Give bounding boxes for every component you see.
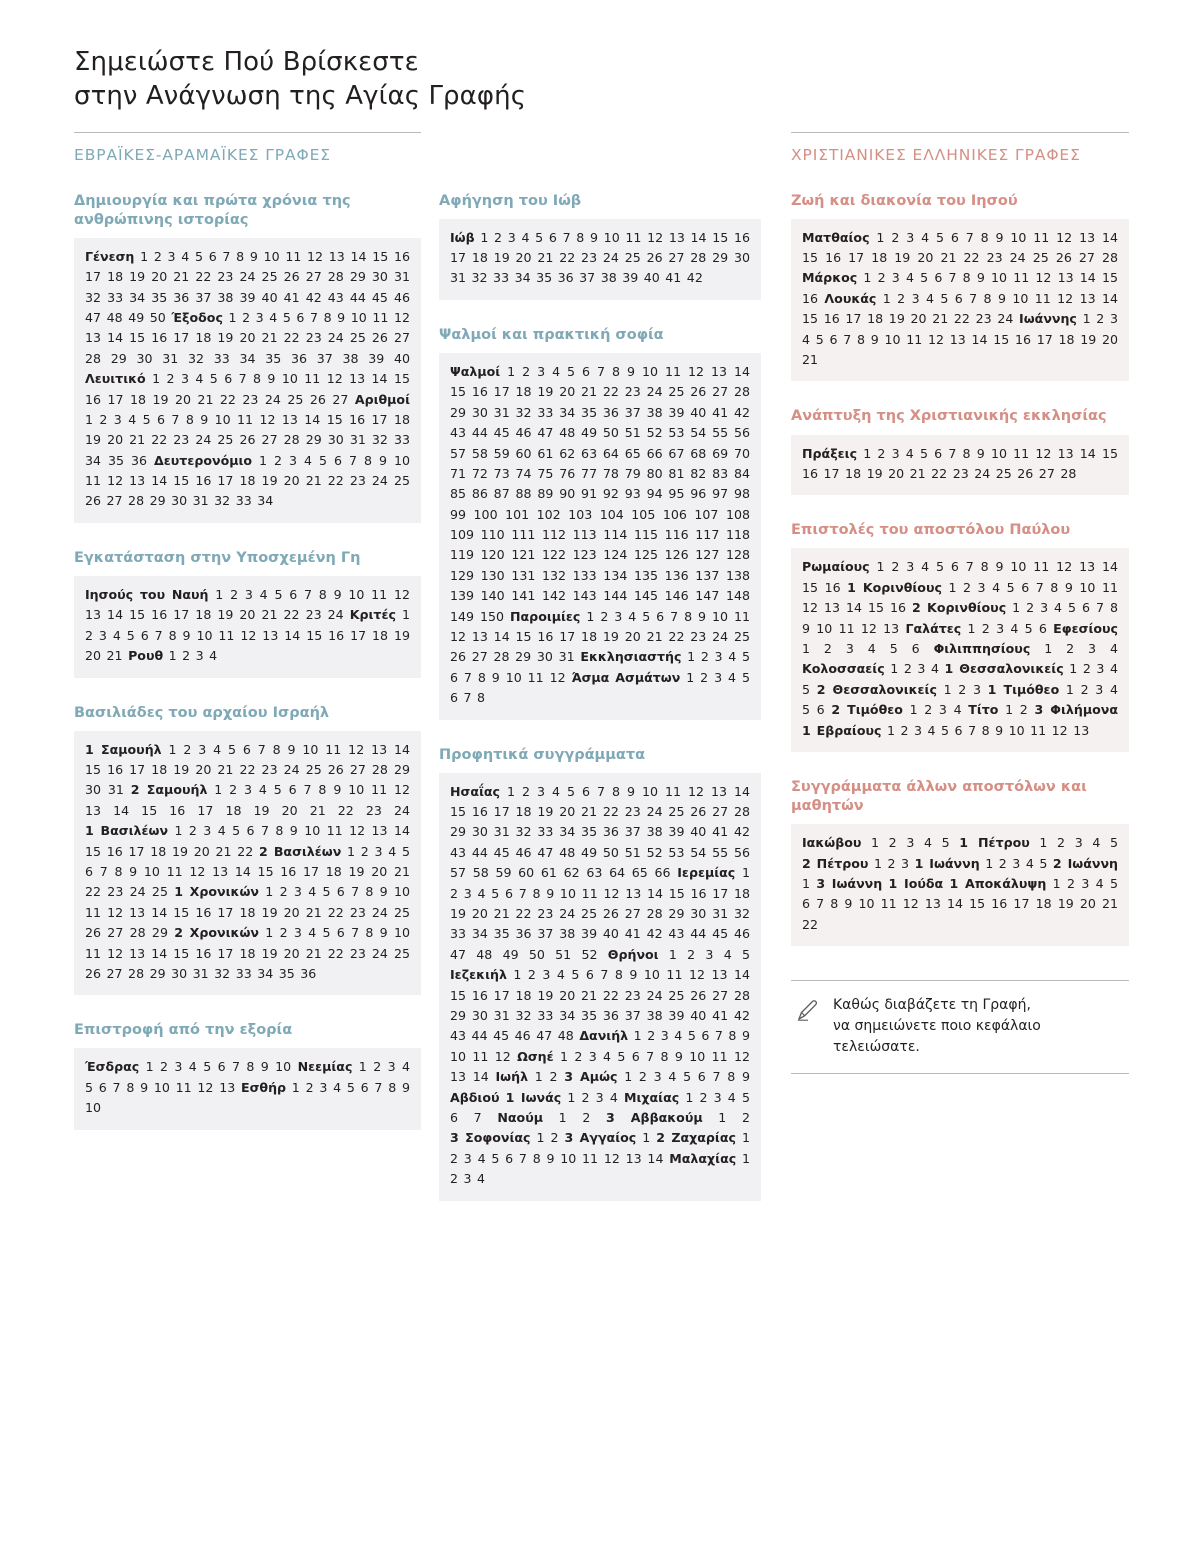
group-paul — [791, 521, 1129, 752]
group-title-promised-land-line-2: Υποσχεμένη Γη — [236, 549, 361, 566]
group-promised-land — [74, 549, 421, 678]
group-title-psalms — [439, 326, 761, 345]
group-title-job — [439, 192, 761, 211]
section-heading-greek-line-2: ΓΡΑΦΕΣ — [1015, 145, 1081, 164]
chapter-list-paul[interactable]: Ρωμαίους 1 2 3 4 5 6 7 8 9 10 11 12 13 14 15 16 1 Κορινθίους 1 2 3 4 5 6 7 8 9 10 11 12 13 14 15 16 2 Κορινθίους 1 2 3 4 5 6 7 8 9 10 11 12 13 Γαλάτες 1 2 3 4 5 6 Εφεσίους 1 2 3 4 5 6 Φιλιππησίους 1 2 3 4 Κολοσσαείς 1 2 3 4 1 Θεσσαλονικείς 1 2 3 4 5 2 Θεσσαλονικείς 1 2 3 1 Τιμόθεο 1 2 3 4 5 6 2 Τιμόθεο 1 2 3 4 Τίτο 1 2 3 Φιλήμονα 1 Εβραίους 1 2 3 4 5 6 7 8 9 10 11 12 13 — [791, 548, 1129, 752]
group-prophets — [439, 746, 761, 1201]
section-heading-greek — [791, 145, 1129, 166]
group-title-paul-line-2: του αποστόλου Παύλου — [879, 522, 1071, 539]
group-title-return-line-1: Επιστροφή από την εξορία — [74, 1022, 293, 1039]
group-title-others-line-1: Συγγράμματα άλλων — [791, 778, 958, 795]
group-title-kings-line-1: Βασιλιάδες του αρχαίου Ισραήλ — [74, 704, 330, 721]
divider-hebrew — [74, 132, 421, 133]
group-title-creation-line-2: της ανθρώπινης ιστορίας — [74, 192, 351, 228]
group-others — [791, 778, 1129, 946]
column-left — [74, 132, 439, 1156]
section-heading-hebrew — [74, 145, 421, 166]
chapter-list-creation[interactable]: Γένεση 1 2 3 4 5 6 7 8 9 10 11 12 13 14 15 16 17 18 19 20 21 22 23 24 25 26 27 28 29 30 31 32 33 34 35 36 37 38 39 40 41 42 43 44 45 46 47 48 49 50 Έξοδος 1 2 3 4 5 6 7 8 9 10 11 12 13 14 15 16 17 18 19 20 21 22 23 24 25 26 27 28 29 30 31 32 33 34 35 36 37 38 39 40 Λευιτικό 1 2 3 4 5 6 7 8 9 10 11 12 13 14 15 16 17 18 19 20 21 22 23 24 25 26 27 Αριθμοί 1 2 3 4 5 6 7 8 9 10 11 12 13 14 15 16 17 18 19 20 21 22 23 24 25 26 27 28 29 30 31 32 33 34 35 36 Δευτερονόμιο 1 2 3 4 5 6 7 8 9 10 11 12 13 14 15 16 17 18 19 20 21 22 23 24 25 26 27 28 29 30 31 32 33 34 — [74, 238, 421, 523]
group-jesus — [791, 192, 1129, 382]
chapter-list-prophets[interactable]: Ησαΐας 1 2 3 4 5 6 7 8 9 10 11 12 13 14 15 16 17 18 19 20 21 22 23 24 25 26 27 28 29 30 31 32 33 34 35 36 37 38 39 40 41 42 43 44 45 46 47 48 49 50 51 52 53 54 55 56 57 58 59 60 61 62 63 64 65 66 Ιερεμίας 1 2 3 4 5 6 7 8 9 10 11 12 13 14 15 16 17 18 19 20 21 22 23 24 25 26 27 28 29 30 31 32 33 34 35 36 37 38 39 40 41 42 43 44 45 46 47 48 49 50 51 52 Θρήνοι 1 2 3 4 5 Ιεζεκιήλ 1 2 3 4 5 6 7 8 9 10 11 12 13 14 15 16 17 18 19 20 21 22 23 24 25 26 27 28 29 30 31 32 33 34 35 36 37 38 39 40 41 42 43 44 45 46 47 48 Δανιήλ 1 2 3 4 5 6 7 8 9 10 11 12 Ωσηέ 1 2 3 4 5 6 7 8 9 10 11 12 13 14 Ιωήλ 1 2 3 Αμώς 1 2 3 4 5 6 7 8 9 Αβδιού 1 Ιωνάς 1 2 3 4 Μιχαίας 1 2 3 4 5 6 7 Ναούμ 1 2 3 Αββακούμ 1 2 3 Σοφονίας 1 2 3 Αγγαίος 1 2 Ζαχαρίας 1 2 3 4 5 6 7 8 9 10 11 12 13 14 Μαλαχίας 1 2 3 4 — [439, 773, 761, 1201]
group-title-others-line-2: αποστόλων και μαθητών — [791, 778, 1087, 815]
group-title-job-line-1: Αφήγηση του Ιώβ — [439, 192, 582, 209]
group-title-promised-land-line-1: Εγκατάσταση στην — [74, 549, 232, 566]
page-title-line-1: Σημειώστε Πού Βρίσκεστε — [74, 47, 419, 77]
group-title-return — [74, 1021, 421, 1040]
section-heading-greek-line-1: ΧΡΙΣΤΙΑΝΙΚΕΣ ΕΛΛΗΝΙΚΕΣ — [791, 145, 1010, 164]
group-job — [439, 192, 761, 300]
page-title — [74, 46, 1138, 114]
column-middle — [439, 132, 779, 1227]
group-kings — [74, 704, 421, 996]
group-return — [74, 1021, 421, 1129]
reading-note — [791, 980, 1129, 1074]
group-title-church-line-2: εκκλησίας — [1022, 408, 1107, 425]
chapter-list-return[interactable]: Έσδρας 1 2 3 4 5 6 7 8 9 10 Νεεμίας 1 2 3 4 5 6 7 8 9 10 11 12 13 Εσθήρ 1 2 3 4 5 6 7 8 9 10 — [74, 1048, 421, 1129]
section-heading-hebrew-line-1: ΕΒΡΑΪΚΕΣ-ΑΡΑΜΑΪΚΕΣ — [74, 145, 260, 164]
chapter-list-kings[interactable]: 1 Σαμουήλ 1 2 3 4 5 6 7 8 9 10 11 12 13 14 15 16 17 18 19 20 21 22 23 24 25 26 27 28 29 30 31 2 Σαμουήλ 1 2 3 4 5 6 7 8 9 10 11 12 13 14 15 16 17 18 19 20 21 22 23 24 1 Βασιλέων 1 2 3 4 5 6 7 8 9 10 11 12 13 14 15 16 17 18 19 20 21 22 2 Βασιλέων 1 2 3 4 5 6 7 8 9 10 11 12 13 14 15 16 17 18 19 20 21 22 23 24 25 1 Χρονικών 1 2 3 4 5 6 7 8 9 10 11 12 13 14 15 16 17 18 19 20 21 22 23 24 25 26 27 28 29 2 Χρονικών 1 2 3 4 5 6 7 8 9 10 11 12 13 14 15 16 17 18 19 20 21 22 23 24 25 26 27 28 29 30 31 32 33 34 35 36 — [74, 731, 421, 996]
reading-note-text — [833, 995, 1041, 1057]
chapter-list-psalms[interactable]: Ψαλμοί 1 2 3 4 5 6 7 8 9 10 11 12 13 14 15 16 17 18 19 20 21 22 23 24 25 26 27 28 29 30 31 32 33 34 35 36 37 38 39 40 41 42 43 44 45 46 47 48 49 50 51 52 53 54 55 56 57 58 59 60 61 62 63 64 65 66 67 68 69 70 71 72 73 74 75 76 77 78 79 80 81 82 83 84 85 86 87 88 89 90 91 92 93 94 95 96 97 98 99 100 101 102 103 104 105 106 107 108 109 110 111 112 113 114 115 116 117 118 119 120 121 122 123 124 125 126 127 128 129 130 131 132 133 134 135 136 137 138 139 140 141 142 143 144 145 146 147 148 149 150 Παροιμίες 1 2 3 4 5 6 7 8 9 10 11 12 13 14 15 16 17 18 19 20 21 22 23 24 25 26 27 28 29 30 31 Εκκλησιαστής 1 2 3 4 5 6 7 8 9 10 11 12 Άσμα Ασμάτων 1 2 3 4 5 6 7 8 — [439, 353, 761, 720]
page-title-line-2: στην Ανάγνωση της Αγίας Γραφής — [74, 80, 527, 111]
divider-greek — [791, 132, 1129, 133]
chapter-list-church[interactable]: Πράξεις 1 2 3 4 5 6 7 8 9 10 11 12 13 14 15 16 17 18 19 20 21 22 23 24 25 26 27 28 — [791, 435, 1129, 496]
group-title-creation — [74, 192, 421, 230]
group-creation — [74, 192, 421, 523]
reading-note-line-1: Καθώς διαβάζετε τη Γραφή, — [833, 997, 1031, 1014]
group-title-kings — [74, 704, 421, 723]
group-title-church-line-1: Ανάπτυξη της Χριστιανικής — [791, 408, 1018, 425]
section-heading-hebrew-line-2: ΓΡΑΦΕΣ — [265, 145, 331, 164]
group-title-creation-line-1: Δημιουργία και πρώτα χρόνια — [74, 192, 318, 209]
group-title-church — [791, 407, 1129, 426]
pencil-icon — [795, 997, 821, 1027]
group-title-prophets — [439, 746, 761, 765]
chapter-list-jesus[interactable]: Ματθαίος 1 2 3 4 5 6 7 8 9 10 11 12 13 14 15 16 17 18 19 20 21 22 23 24 25 26 27 28 Μάρκος 1 2 3 4 5 6 7 8 9 10 11 12 13 14 15 16 Λουκάς 1 2 3 4 5 6 7 8 9 10 11 12 13 14 15 16 17 18 19 20 21 22 23 24 Ιωάννης 1 2 3 4 5 6 7 8 9 10 11 12 13 14 15 16 17 18 19 20 21 — [791, 219, 1129, 382]
group-title-others — [791, 778, 1129, 816]
group-title-paul-line-1: Επιστολές — [791, 522, 875, 539]
group-psalms — [439, 326, 761, 720]
chapter-list-others[interactable]: Ιακώβου 1 2 3 4 5 1 Πέτρου 1 2 3 4 5 2 Πέτρου 1 2 3 1 Ιωάννη 1 2 3 4 5 2 Ιωάννη 1 3 Ιωάννη 1 Ιούδα 1 Αποκάλυψη 1 2 3 4 5 6 7 8 9 10 11 12 13 14 15 16 17 18 19 20 21 22 — [791, 824, 1129, 946]
reading-note-line-2: να σημειώνετε ποιο κεφάλαιο — [833, 1017, 1041, 1034]
group-title-paul — [791, 521, 1129, 540]
column-right — [779, 132, 1129, 1075]
group-church — [791, 407, 1129, 495]
group-title-psalms-line-1: Ψαλμοί και πρακτική σοφία — [439, 326, 664, 343]
group-title-jesus — [791, 192, 1129, 211]
content-columns — [74, 132, 1138, 1227]
chapter-list-promised-land[interactable]: Ιησούς του Ναυή 1 2 3 4 5 6 7 8 9 10 11 12 13 14 15 16 17 18 19 20 21 22 23 24 Κριτές 1 2 3 4 5 6 7 8 9 10 11 12 13 14 15 16 17 18 19 20 21 Ρουθ 1 2 3 4 — [74, 576, 421, 678]
chapter-list-job[interactable]: Ιώβ 1 2 3 4 5 6 7 8 9 10 11 12 13 14 15 16 17 18 19 20 21 22 23 24 25 26 27 28 29 30 31 32 33 34 35 36 37 38 39 40 41 42 — [439, 219, 761, 300]
group-title-jesus-line-1: Ζωή και διακονία του Ιησού — [791, 192, 1018, 209]
group-title-promised-land — [74, 549, 421, 568]
group-title-prophets-line-1: Προφητικά συγγράμματα — [439, 746, 646, 763]
reading-note-line-3: τελειώσατε. — [833, 1038, 920, 1055]
